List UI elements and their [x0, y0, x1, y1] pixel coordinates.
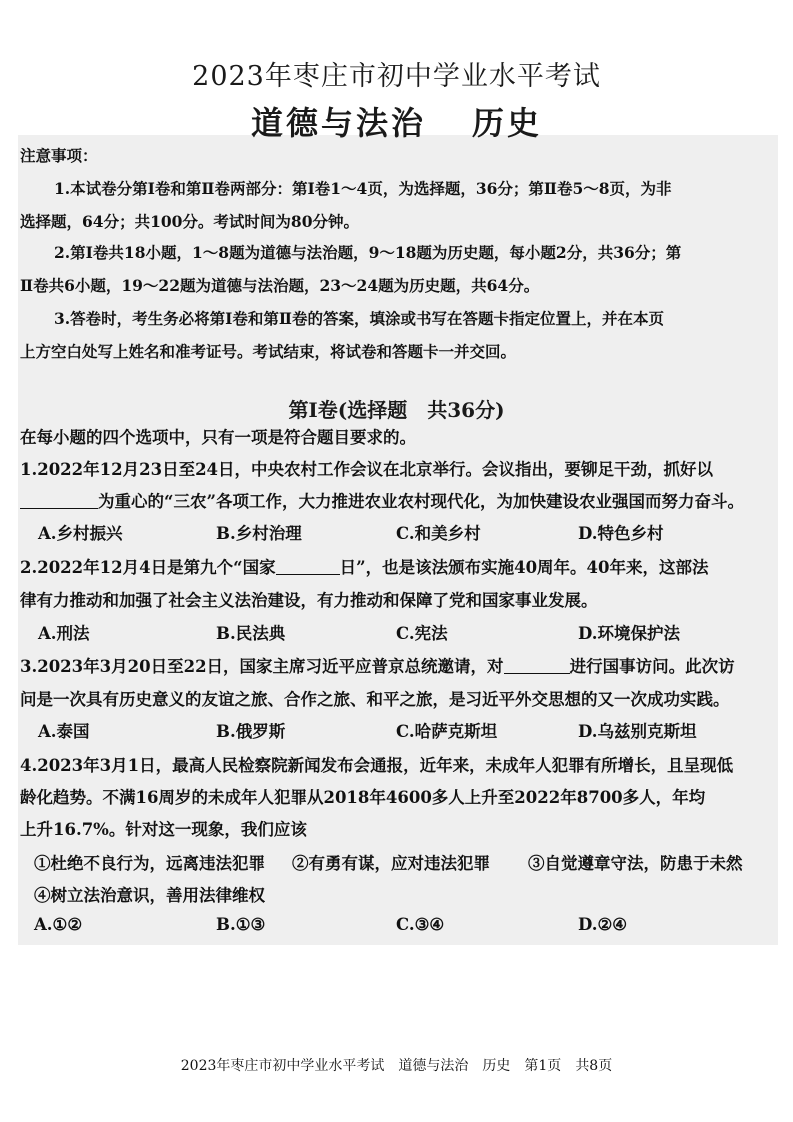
option-d: D.②④	[578, 915, 628, 934]
statement-item: ①杜绝不良行为，远离违法犯罪	[34, 854, 265, 873]
section-title: 第Ⅰ卷(选择题 共36分)	[288, 398, 505, 422]
option-c: C.哈萨克斯坦	[396, 722, 498, 741]
option-d: D.乌兹别克斯坦	[578, 722, 697, 741]
answer-blank	[504, 657, 570, 674]
footer-subjects: 道德与法治 历史	[398, 1058, 511, 1074]
subject-history: 历史	[472, 104, 543, 142]
footer-total-pages: 共8页	[575, 1058, 613, 1074]
notes-heading: 注意事项：	[20, 146, 98, 165]
option-d: D.环境保护法	[578, 624, 680, 643]
answer-blank	[276, 558, 340, 575]
option-a: A.乡村振兴	[38, 524, 123, 543]
option-b: B.民法典	[216, 624, 286, 643]
notes-line: 2.第Ⅰ卷共18小题，1～8题为道德与法治题，9～18题为历史题，每小题2分，共36分；第	[54, 243, 682, 262]
question-4-line-3: 上升16.7%。针对这一现象，我们应该	[20, 820, 307, 839]
option-d: D.特色乡村	[578, 524, 664, 543]
question-2-line-1: 2.2022年12月4日是第九个“国家 日”，也是该法颁布实施40周年。40年来，这部法	[20, 558, 709, 577]
option-c: C.和美乡村	[396, 524, 481, 543]
notes-line: 1.本试卷分第Ⅰ卷和第Ⅱ卷两部分：第Ⅰ卷1～4页，为选择题，36分；第Ⅱ卷5～8页，为非	[54, 179, 672, 198]
footer-page-number: 第1页	[524, 1058, 562, 1074]
option-b: B.①③	[216, 915, 266, 934]
question-1-line-2: 为重心的“三农”各项工作，大力推进农业农村现代化，为加快建设农业强国而努力奋斗。	[20, 488, 744, 512]
exam-title: 2023年枣庄市初中学业水平考试	[192, 61, 601, 92]
statement-item: ②有勇有谋，应对违法犯罪	[292, 854, 490, 873]
notes-line: Ⅱ卷共6小题，19～22题为道德与法治题，23～24题为历史题，共64分。	[20, 276, 540, 295]
question-4-line-2: 龄化趋势。不满16周岁的未成年人犯罪从2018年4600多人上升至2022年8700多人，年均	[20, 788, 706, 807]
option-b: B.俄罗斯	[216, 722, 286, 741]
page-footer	[0, 1055, 793, 1075]
notes-line: 选择题，64分；共100分。考试时间为80分钟。	[20, 212, 359, 231]
question-2-line-2: 律有力推动和加强了社会主义法治建设，有力推动和保障了党和国家事业发展。	[20, 591, 598, 610]
answer-blank	[20, 492, 98, 509]
option-c: C.宪法	[396, 624, 448, 643]
option-a: A.泰国	[38, 722, 90, 741]
question-3-line-1: 3.2023年3月20日至22日，国家主席习近平应普京总统邀请，对 进行国事访问。此次访	[20, 657, 735, 676]
option-a: A.①②	[34, 915, 83, 934]
statement-item: ④树立法治意识，善用法律维权	[34, 886, 265, 905]
notes-line: 上方空白处写上姓名和准考证号。考试结束，将试卷和答题卡一并交回。	[20, 342, 517, 361]
question-3-line-2: 问是一次具有历史意义的友谊之旅、合作之旅、和平之旅，是习近平外交思想的又一次成功实践。	[20, 690, 730, 709]
option-c: C.③④	[396, 915, 445, 934]
option-a: A.刑法	[38, 624, 90, 643]
question-1-line-1: 1.2022年12月23日至24日，中央农村工作会议在北京举行。会议指出，要铆足干劲，抓好以	[20, 460, 714, 479]
notes-line: 3.答卷时，考生务必将第Ⅰ卷和第Ⅱ卷的答案，填涂或书写在答题卡指定位置上，并在本页	[54, 309, 664, 328]
footer-exam-name: 2023年枣庄市初中学业水平考试	[180, 1058, 385, 1074]
option-b: B.乡村治理	[216, 524, 302, 543]
question-4-line-1: 4.2023年3月1日，最高人民检察院新闻发布会通报，近年来，未成年人犯罪有所增长，且呈现低	[20, 756, 734, 775]
subject-morality-law: 道德与法治	[250, 104, 426, 142]
statement-item: ③自觉遵章守法，防患于未然	[528, 854, 743, 873]
subject-title	[0, 98, 793, 144]
section-instruction: 在每小题的四个选项中，只有一项是符合题目要求的。	[20, 428, 416, 447]
